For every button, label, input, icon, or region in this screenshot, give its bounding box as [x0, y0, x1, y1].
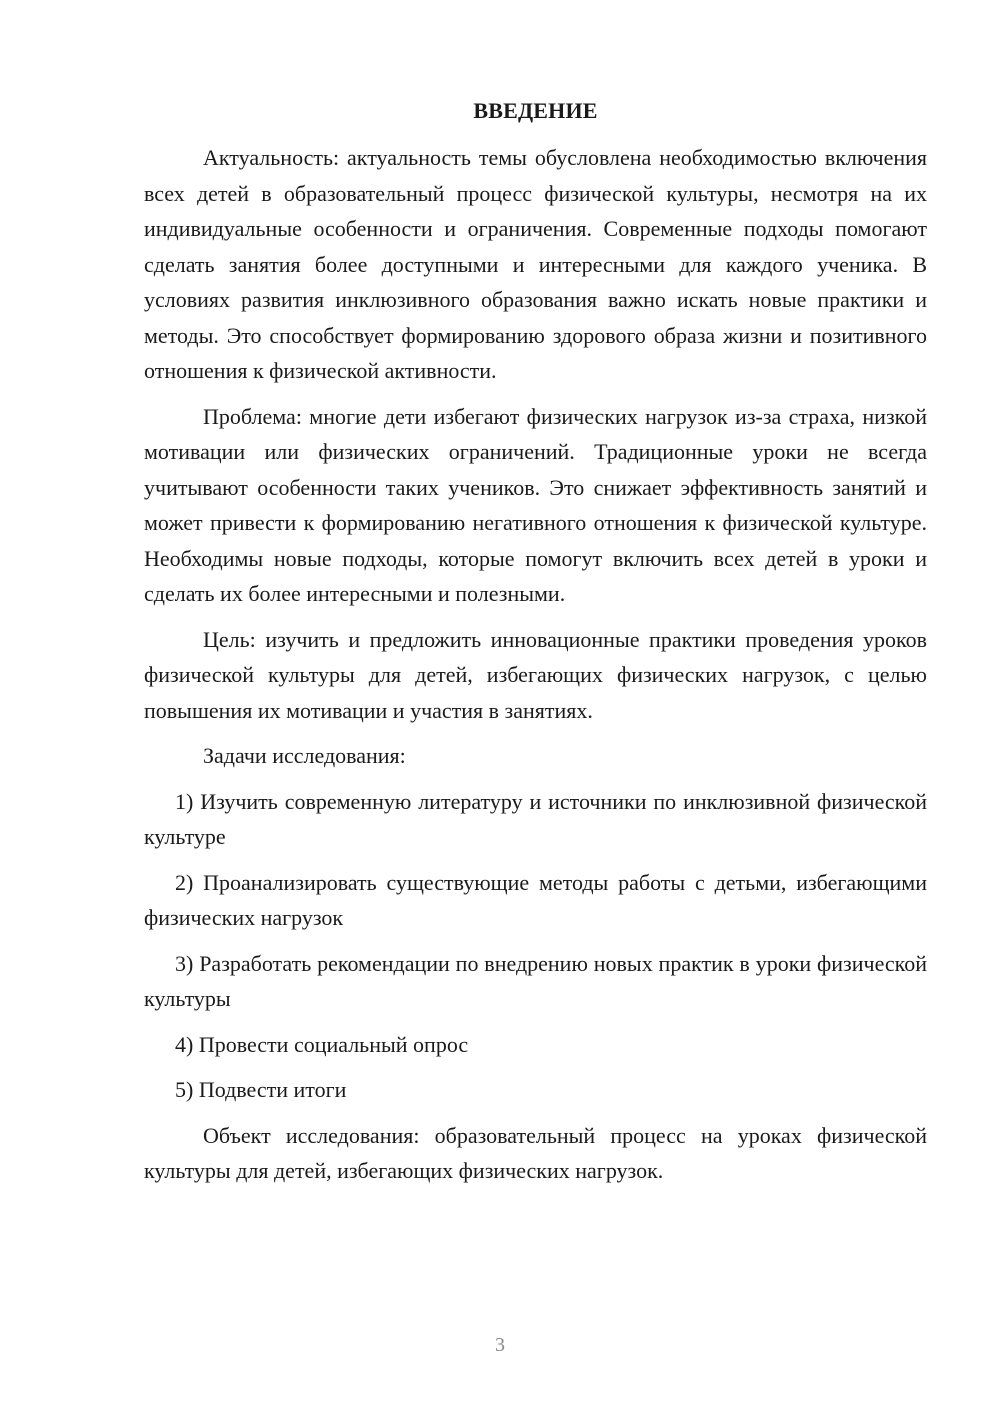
task-item-1: 1) Изучить современную литературу и источники по инклюзивной физической культуре — [144, 788, 927, 849]
tasks-heading: Задачи исследования: — [203, 743, 406, 768]
document-page — [144, 94, 927, 1199]
paragraph-problem: Проблема: многие дети избегают физических нагрузок из-за страха, низкой мотивации или физических ограничений. Традиционные уроки не всегда учитывают особенности таких учеников. Это снижает эффективность занятий и может привести к формированию негативного отношения к физической культуре. Необходимы новые подходы, которые помогут включить всех детей в уроки и сделать их более интересными и полезными. — [144, 403, 927, 606]
paragraph-object: Объект исследования: образовательный процесс на уроках физической культуры для детей, избегающих физических нагрузок. — [144, 1122, 927, 1183]
task-item-5: 5) Подвести итоги — [175, 1077, 347, 1102]
section-title: ВВЕДЕНИЕ — [473, 98, 598, 123]
paragraph-relevance: Актуальность: актуальность темы обусловлена необходимостью включения всех детей в образовательный процесс физической культуры, несмотря на их индивидуальные особенности и ограничения. Современные подходы помогают сделать занятия более доступными и интересными для каждого ученика. В условиях развития инклюзивного образования важно искать новые практики и методы. Это способствует формированию здорового образа жизни и позитивного отношения к физической активности. — [144, 145, 927, 383]
page-number: 3 — [495, 1334, 505, 1356]
task-item-2: 2) Проанализировать существующие методы работы с детьми, избегающими физических нагрузок — [144, 869, 927, 930]
task-item-3: 3) Разработать рекомендации по внедрению новых практик в уроки физической культуры — [144, 950, 927, 1011]
paragraph-goal: Цель: изучить и предложить инновационные практики проведения уроков физической культуры для детей, избегающих физических нагрузок, с целью повышения их мотивации и участия в занятиях. — [144, 626, 927, 723]
task-item-4: 4) Провести социальный опрос — [175, 1031, 469, 1057]
